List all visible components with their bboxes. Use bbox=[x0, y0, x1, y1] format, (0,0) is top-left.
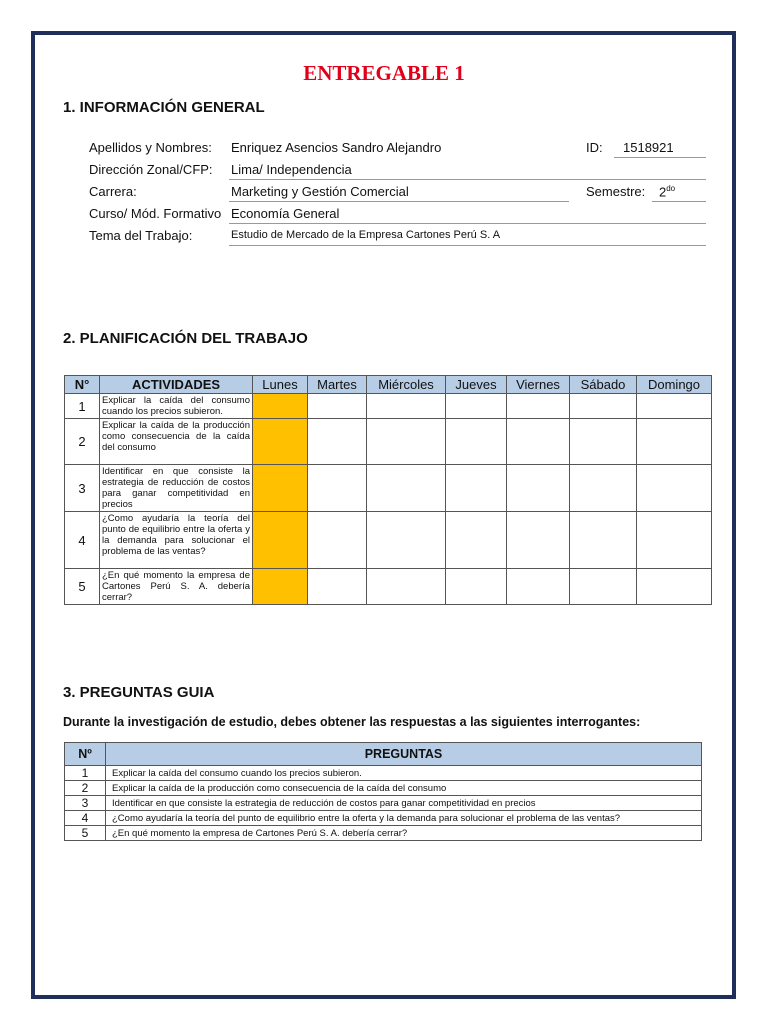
sunday-cell bbox=[637, 465, 712, 512]
info-row-career bbox=[89, 181, 709, 203]
header-friday: Viernes bbox=[507, 376, 570, 394]
row-question: Explicar la caída de la producción como consecuencia de la caída del consumo bbox=[106, 781, 702, 796]
row-number: 3 bbox=[65, 796, 106, 811]
field-underline bbox=[229, 179, 706, 180]
semestre-underline bbox=[652, 201, 706, 202]
row-number: 3 bbox=[65, 465, 100, 512]
saturday-cell bbox=[570, 465, 637, 512]
semestre-suffix: do bbox=[666, 184, 676, 193]
monday-cell bbox=[253, 419, 308, 465]
table-row bbox=[65, 811, 702, 826]
sunday-cell bbox=[637, 569, 712, 605]
tuesday-cell bbox=[308, 512, 367, 569]
monday-cell bbox=[253, 465, 308, 512]
header-monday: Lunes bbox=[253, 376, 308, 394]
id-value: 1518921 bbox=[623, 140, 674, 155]
header-sunday: Domingo bbox=[637, 376, 712, 394]
row-activity: Explicar la caída de la producción como consecuencia de la caída del consumo bbox=[100, 419, 253, 465]
header-wednesday: Miércoles bbox=[367, 376, 446, 394]
info-row-topic bbox=[89, 225, 709, 247]
friday-cell bbox=[507, 465, 570, 512]
wednesday-cell bbox=[367, 465, 446, 512]
row-question: ¿En qué momento la empresa de Cartones Perú S. A. debería cerrar? bbox=[106, 826, 702, 841]
field-label: Curso/ Mód. Formativo bbox=[89, 206, 222, 221]
header-number: N° bbox=[65, 376, 100, 394]
table-row bbox=[65, 796, 702, 811]
semestre-label: Semestre: bbox=[586, 184, 646, 199]
field-underline bbox=[229, 245, 706, 246]
row-number: 4 bbox=[65, 811, 106, 826]
field-value-career: Marketing y Gestión Comercial bbox=[231, 184, 409, 199]
id-label: ID: bbox=[586, 140, 603, 155]
tuesday-cell bbox=[308, 569, 367, 605]
questions-header-row bbox=[65, 743, 702, 766]
thursday-cell bbox=[446, 465, 507, 512]
wednesday-cell bbox=[367, 394, 446, 419]
header-tuesday: Martes bbox=[308, 376, 367, 394]
planning-header-row bbox=[65, 376, 712, 394]
row-number: 4 bbox=[65, 512, 100, 569]
field-value-names: Enriquez Asencios Sandro Alejandro bbox=[231, 140, 442, 155]
row-activity: Identificar en que consiste la estrategia de reducción de costos para ganar competitividad en precios bbox=[100, 465, 253, 512]
wednesday-cell bbox=[367, 512, 446, 569]
row-number: 2 bbox=[65, 781, 106, 796]
tuesday-cell bbox=[308, 394, 367, 419]
field-underline bbox=[229, 201, 569, 202]
header-thursday: Jueves bbox=[446, 376, 507, 394]
saturday-cell bbox=[570, 569, 637, 605]
saturday-cell bbox=[570, 512, 637, 569]
id-underline bbox=[614, 157, 706, 158]
saturday-cell bbox=[570, 419, 637, 465]
field-label: Tema del Trabajo: bbox=[89, 228, 193, 243]
thursday-cell bbox=[446, 569, 507, 605]
info-row-names bbox=[89, 137, 709, 159]
tuesday-cell bbox=[308, 419, 367, 465]
monday-cell bbox=[253, 394, 308, 419]
table-row bbox=[65, 465, 712, 512]
row-question: ¿Como ayudaría la teoría del punto de equilibrio entre la oferta y la demanda para solucionar el problema de las ventas? bbox=[106, 811, 702, 826]
questions-table bbox=[64, 742, 702, 841]
row-question: Identificar en que consiste la estrategia de reducción de costos para ganar competitividad en precios bbox=[106, 796, 702, 811]
friday-cell bbox=[507, 394, 570, 419]
sunday-cell bbox=[637, 512, 712, 569]
table-row bbox=[65, 569, 712, 605]
planning-table bbox=[64, 375, 712, 605]
table-row bbox=[65, 826, 702, 841]
section-1-heading: 1. INFORMACIÓN GENERAL bbox=[63, 99, 265, 116]
sunday-cell bbox=[637, 419, 712, 465]
info-row-zone bbox=[89, 159, 709, 181]
header-saturday: Sábado bbox=[570, 376, 637, 394]
section-2-heading: 2. PLANIFICACIÓN DEL TRABAJO bbox=[63, 330, 308, 347]
friday-cell bbox=[507, 512, 570, 569]
document-title: ENTREGABLE 1 bbox=[303, 61, 465, 85]
saturday-cell bbox=[570, 394, 637, 419]
header-activities: ACTIVIDADES bbox=[100, 376, 253, 394]
row-activity: ¿Como ayudaría la teoría del punto de equilibrio entre la oferta y la demanda para solucionar el problema de las ventas? bbox=[100, 512, 253, 569]
row-number: 5 bbox=[65, 826, 106, 841]
table-row bbox=[65, 781, 702, 796]
thursday-cell bbox=[446, 394, 507, 419]
row-number: 5 bbox=[65, 569, 100, 605]
field-underline bbox=[229, 223, 706, 224]
wednesday-cell bbox=[367, 419, 446, 465]
thursday-cell bbox=[446, 512, 507, 569]
section-3-intro: Durante la investigación de estudio, debes obtener las respuestas a las siguientes interrogantes: bbox=[63, 715, 641, 729]
table-row bbox=[65, 766, 702, 781]
field-label: Apellidos y Nombres: bbox=[89, 140, 212, 155]
row-activity: ¿En qué momento la empresa de Cartones Perú S. A. debería cerrar? bbox=[100, 569, 253, 605]
info-row-course bbox=[89, 203, 709, 225]
monday-cell bbox=[253, 512, 308, 569]
monday-cell bbox=[253, 569, 308, 605]
row-activity: Explicar la caída del consumo cuando los precios subieron. bbox=[100, 394, 253, 419]
semestre-number: 2 bbox=[659, 184, 667, 200]
field-value-topic: Estudio de Mercado de la Empresa Cartones Perú S. A bbox=[231, 229, 501, 241]
field-value-zone: Lima/ Independencia bbox=[231, 162, 352, 177]
friday-cell bbox=[507, 419, 570, 465]
row-question: Explicar la caída del consumo cuando los precios subieron. bbox=[106, 766, 702, 781]
wednesday-cell bbox=[367, 569, 446, 605]
friday-cell bbox=[507, 569, 570, 605]
field-label: Dirección Zonal/CFP: bbox=[89, 162, 213, 177]
table-row bbox=[65, 419, 712, 465]
semestre-value bbox=[659, 184, 675, 199]
table-row bbox=[65, 394, 712, 419]
table-row bbox=[65, 512, 712, 569]
header-number: Nº bbox=[65, 743, 106, 766]
row-number: 1 bbox=[65, 394, 100, 419]
sunday-cell bbox=[637, 394, 712, 419]
header-questions: PREGUNTAS bbox=[106, 743, 702, 766]
section-3-heading: 3. PREGUNTAS GUIA bbox=[63, 684, 215, 701]
field-label: Carrera: bbox=[89, 184, 137, 199]
thursday-cell bbox=[446, 419, 507, 465]
row-number: 2 bbox=[65, 419, 100, 465]
field-value-course: Economía General bbox=[231, 206, 340, 221]
row-number: 1 bbox=[65, 766, 106, 781]
tuesday-cell bbox=[308, 465, 367, 512]
